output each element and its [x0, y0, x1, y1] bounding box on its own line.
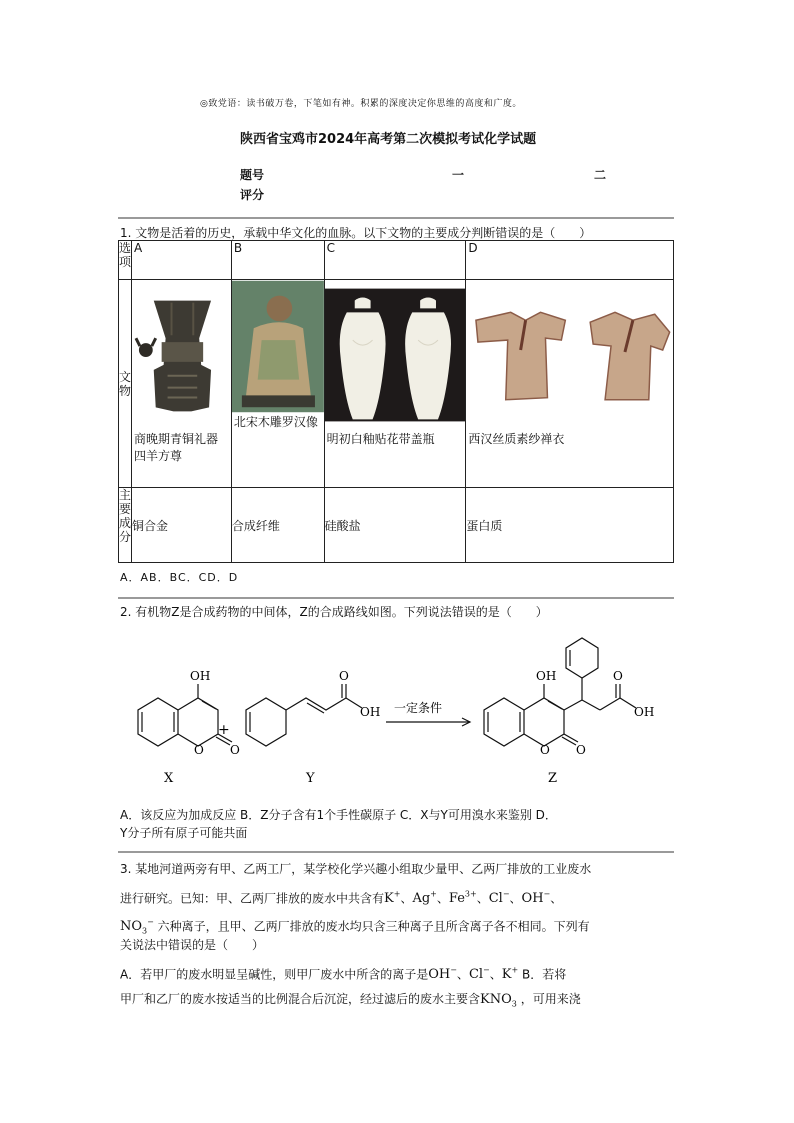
x-ring-o: O	[194, 743, 204, 757]
component-b: 合成纤维	[231, 488, 324, 563]
q2-options-line1: A．该反应为加成反应 B．Z分子含有1个手性碳原子 C．X与Y可用溴水来鉴别 D．	[120, 808, 557, 822]
y-oh-label: OH	[360, 705, 381, 719]
bronze-zun-icon	[132, 280, 231, 430]
col-letter-d	[466, 241, 674, 280]
wooden-arhat-icon	[232, 280, 324, 413]
col-letter-c	[324, 241, 466, 280]
relic-cell-a	[132, 280, 232, 488]
q3-option-b	[120, 990, 581, 1014]
divider	[118, 851, 674, 853]
relic-cell-d	[466, 280, 674, 488]
col-letter-b	[231, 241, 324, 280]
row-header-option: 选项	[119, 241, 132, 280]
x-oh-label: OH	[190, 669, 211, 683]
page-title: 陕西省宝鸡市2024年高考第二次模拟考试化学试题	[240, 132, 537, 147]
ion-kno3: $KNO_3$	[480, 992, 517, 1009]
q3-line3-text: 六种离子，且甲、乙两厂排放的废水均只含三种离子且所含离子各不相同。下列有	[157, 919, 590, 934]
score-col-2: 二	[594, 168, 607, 182]
z-ring-o: O	[540, 743, 550, 757]
score-col-1: 一	[452, 168, 465, 182]
component-d: 蛋白质	[466, 488, 674, 563]
relic-name-c: 明初白釉贴花带盖瓶	[326, 432, 435, 446]
letter-a: A	[134, 241, 143, 255]
q3-line1: 3. 某地河道两旁有甲、乙两工厂，某学校化学兴趣小组取少量甲、乙两厂排放的工业废水	[120, 862, 592, 876]
letter-c: C	[326, 241, 336, 255]
ion-fe: $Fe^{3+}$	[448, 890, 477, 907]
y-carbonyl-o: O	[339, 669, 349, 683]
score-col-label: 题号	[240, 168, 265, 182]
q3-option-a: A．若甲厂的废水明显呈碱性，则甲厂废水中所含的离子是OH−、Cl−、K+ B．若将	[120, 966, 567, 983]
white-vase-icon	[325, 280, 466, 430]
q3-line4: 关说法中错误的是（ ）	[120, 938, 265, 952]
reaction-scheme	[110, 630, 670, 790]
score-row-label: 评分	[240, 188, 265, 202]
q2-stem: 2. 有机物Z是合成药物的中间体，Z的合成路线如图。下列说法错误的是（ ）	[120, 605, 548, 619]
q3-line2: 进行研究。已知：甲、乙两厂排放的废水中共含有K+、Ag+、$Fe^{3+}$、Cl−、OH−、	[120, 890, 563, 907]
row-header-relic: 文物	[119, 280, 132, 488]
relic-cell-b	[231, 280, 324, 488]
q3-option-b-text: 甲厂和乙厂的废水按适当的比例混合后沉淀，经过滤后的废水主要含	[120, 992, 481, 1006]
z-carbonyl-o: O	[576, 743, 586, 757]
relic-cell-c	[324, 280, 466, 488]
z-acid-oh: OH	[634, 705, 655, 719]
letter-b: B	[233, 241, 243, 255]
component-a: 铜合金	[132, 488, 232, 563]
ion-ag: Ag+	[412, 890, 437, 907]
z-acid-o: O	[613, 669, 623, 683]
y-label: Y	[306, 771, 315, 786]
arrow-condition: 一定条件	[394, 701, 443, 715]
relic-name-b: 北宋木雕罗汉像	[233, 415, 318, 429]
q3-option-b-start: B．若将	[522, 967, 567, 982]
relic-name-d: 西汉丝质素纱禅衣	[468, 432, 565, 446]
divider	[118, 597, 674, 599]
silk-robe-icon	[466, 280, 673, 430]
ion-k: K+	[384, 890, 401, 907]
q3-line2-text: 进行研究。已知：甲、乙两厂排放的废水中共含有	[120, 891, 385, 906]
x-label: X	[164, 771, 174, 786]
ion-no3: $NO_3^-$	[120, 918, 154, 936]
component-c: 硅酸盐	[324, 488, 466, 563]
row-header-component: 主要成分	[119, 488, 132, 563]
col-letter-a	[132, 241, 232, 280]
q1-choices: A．AB．BC．CD．D	[120, 571, 239, 584]
z-oh-label: OH	[536, 669, 557, 683]
letter-d: D	[468, 241, 478, 255]
q3-option-a-text: A．若甲厂的废水明显呈碱性，则甲厂废水中所含的离子是	[120, 967, 429, 982]
motto-text: ◎致党语：读书破万卷，下笔如有神。积累的深度决定你思维的高度和广度。	[200, 99, 522, 109]
q2-options-line2: Y分子所有原子可能共面	[120, 826, 248, 840]
z-label: Z	[548, 771, 558, 786]
q1-stem: 1. 文物是活着的历史，承载中华文化的血脉。以下文物的主要成分判断错误的是（ ）	[120, 226, 592, 240]
ion-oh: OH−	[521, 890, 551, 907]
divider	[118, 217, 674, 219]
q3-option-b-end: ，可用来浇	[520, 992, 581, 1006]
relic-name-a: 商晚期青铜礼器四羊方尊	[134, 432, 219, 463]
ion-cl: Cl−	[488, 890, 510, 907]
plus-sign: +	[218, 722, 230, 738]
q1-table	[118, 240, 674, 563]
x-carbonyl-o: O	[230, 743, 240, 757]
